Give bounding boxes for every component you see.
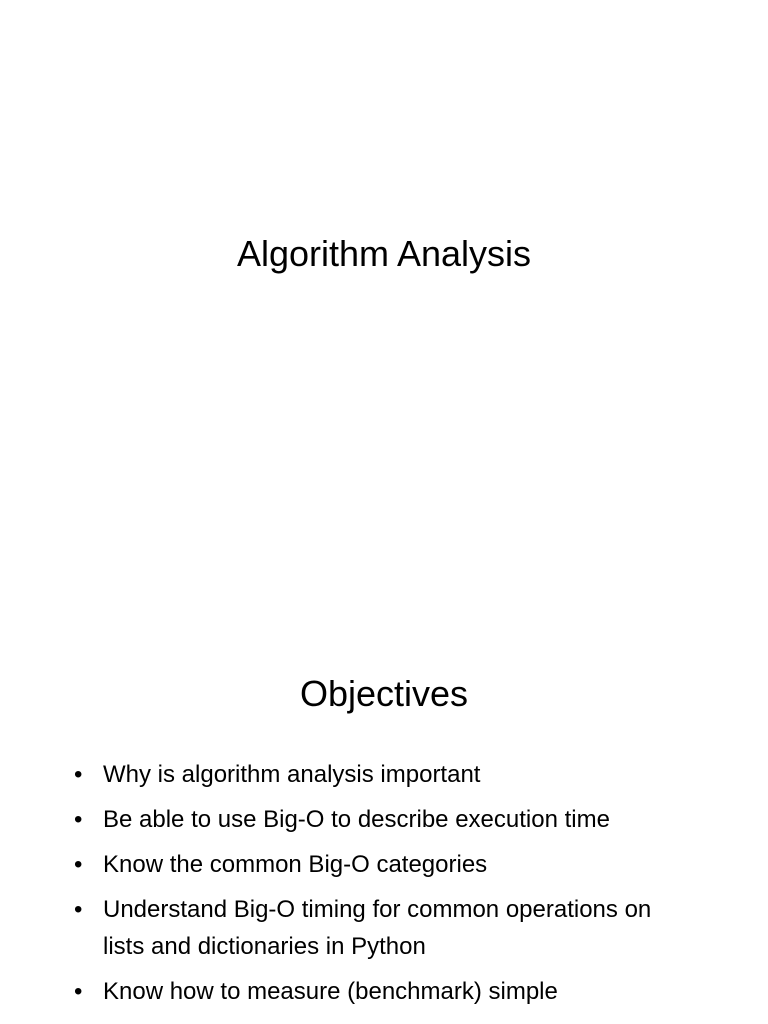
bullet-item: [74, 846, 694, 883]
bullet-list: [74, 756, 694, 1018]
slide-title: Objectives: [299, 673, 469, 714]
bullet-text: Know the common Big-O categories: [103, 851, 488, 878]
bullet-item: [74, 801, 694, 838]
bullet-text: Understand Big-O timing for common operations on lists and dictionaries in Python: [103, 896, 652, 960]
bullet-icon: •: [74, 851, 83, 878]
bullet-item: [74, 973, 694, 1010]
bullet-icon: •: [74, 761, 83, 788]
bullet-item: [74, 891, 694, 965]
bullet-icon: •: [74, 806, 83, 833]
objectives-slide: [0, 512, 768, 1024]
bullet-item: [74, 756, 694, 793]
bullet-icon: •: [74, 896, 83, 923]
bullet-text: Be able to use Big-O to describe execution time: [103, 806, 610, 833]
bullet-text: Know how to measure (benchmark) simple: [103, 978, 558, 1005]
slide-title: Algorithm Analysis: [236, 233, 532, 274]
bullet-text: Why is algorithm analysis important: [103, 761, 481, 788]
bullet-icon: •: [74, 978, 83, 1005]
